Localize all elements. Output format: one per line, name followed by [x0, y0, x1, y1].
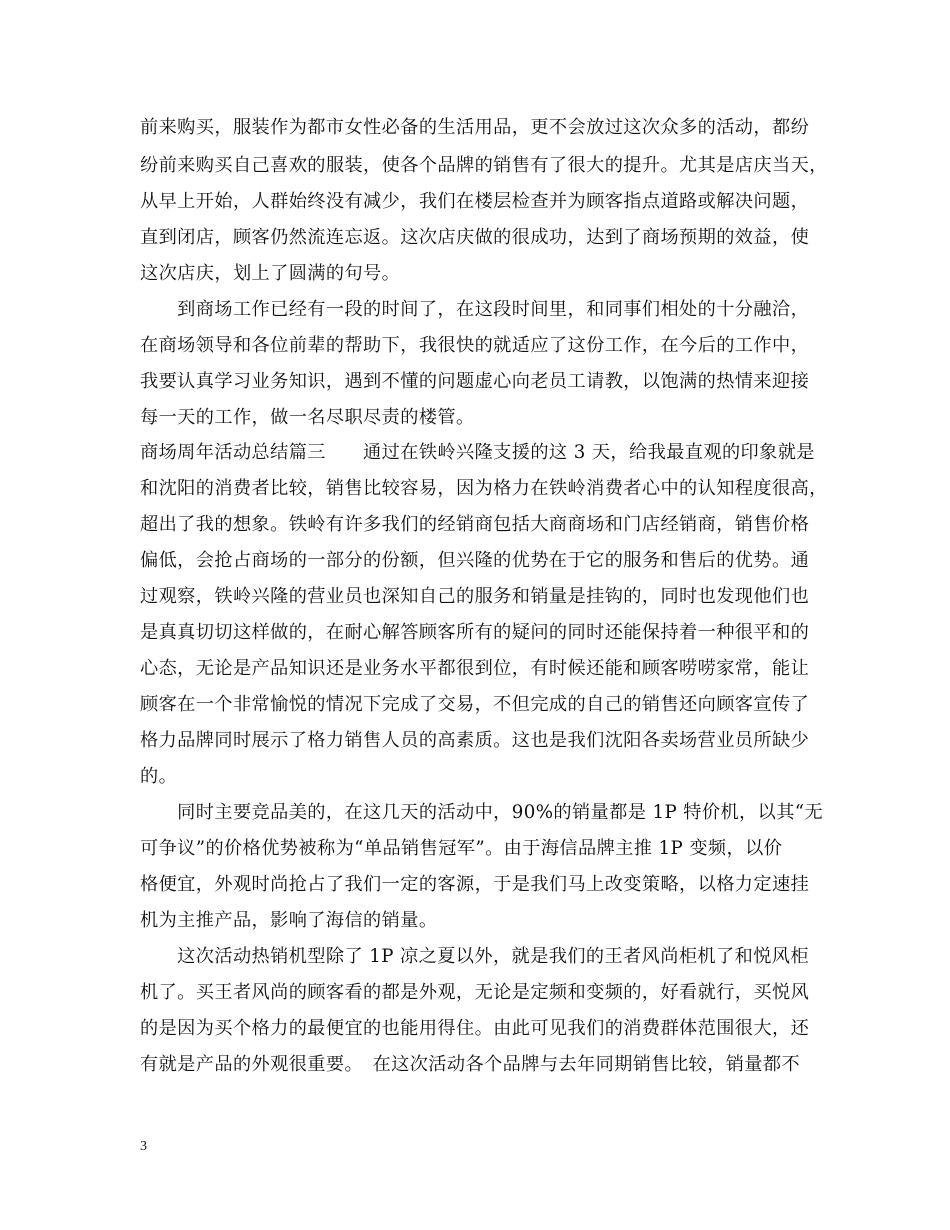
text-line: 心态，无论是产品知识还是业务水平都很到位，有时候还能和顾客唠唠家常，能让	[140, 658, 810, 679]
text-line: 格便宜，外观时尚抢占了我们一定的客源，于是我们马上改变策略，以格力定速挂	[140, 874, 810, 895]
text-line: 每一天的工作，做一名尽职尽责的楼管。	[140, 407, 475, 428]
text-line: 同时主要竞品美的，在这几天的活动中，90%的销量都是 1P 特价机，以其“无	[140, 802, 824, 823]
text-line: 格力品牌同时展示了格力销售人员的高素质。这也是我们沈阳各卖场营业员所缺少	[140, 730, 810, 751]
text-line: 这次活动热销机型除了 1P 凉之夏以外，就是我们的王者风尚柜机了和悦风柜	[140, 946, 809, 967]
text-line: 从早上开始，人群始终没有减少，我们在楼层检查并为顾客指点道路或解决问题，	[140, 191, 810, 212]
text-line: 机为主推产品，影响了海信的销量。	[140, 910, 438, 931]
text-line: 超出了我的想象。铁岭有许多我们的经销商包括大商商场和门店经销商，销售价格	[140, 514, 810, 535]
text-line: 和沈阳的消费者比较，销售比较容易，因为格力在铁岭消费者心中的认知程度很高，	[140, 478, 828, 499]
text-line: 到商场工作已经有一段的时间了，在这段时间里，和同事们相处的十分融洽，	[140, 299, 810, 320]
text-line: 直到闭店，顾客仍然流连忘返。这次店庆做的很成功，达到了商场预期的效益，使	[140, 227, 810, 248]
text-line: 这次店庆，划上了圆满的句号。	[140, 263, 401, 284]
text-line: 前来购买，服装作为都市女性必备的生活用品，更不会放过这次众多的活动，都纷	[140, 117, 810, 138]
text-line: 纷前来购买自己喜欢的服装，使各个品牌的销售有了很大的提升。尤其是店庆当天，	[140, 155, 828, 176]
text-line: 可争议”的价格优势被称为“单品销售冠军”。由于海信品牌主推 1P 变频，以价	[140, 838, 783, 859]
text-line: 机了。买王者风尚的顾客看的都是外观，无论是定频和变频的，好看就行，买悦风	[140, 982, 810, 1003]
text-line: 有就是产品的外观很重要。 在这次活动各个品牌与去年同期销售比较，销量都不	[140, 1054, 801, 1075]
page-number: 3	[140, 1139, 147, 1154]
text-line: 的是因为买个格力的最便宜的也能用得住。由此可见我们的消费群体范围很大，还	[140, 1018, 810, 1039]
text-line: 商场周年活动总结篇三 通过在铁岭兴隆支援的这 3 天，给我最直观的印象就是	[140, 442, 815, 463]
text-line: 的。	[140, 766, 178, 787]
text-line: 顾客在一个非常愉悦的情况下完成了交易，不但完成的自己的销售还向顾客宣传了	[140, 694, 810, 715]
text-line: 我要认真学习业务知识，遇到不懂的问题虚心向老员工请教，以饱满的热情来迎接	[140, 371, 810, 392]
text-line: 偏低，会抢占商场的一部分的份额，但兴隆的优势在于它的服务和售后的优势。通	[140, 550, 810, 571]
text-line: 在商场领导和各位前辈的帮助下，我很快的就适应了这份工作，在今后的工作中，	[140, 335, 810, 356]
text-line: 是真真切切这样做的，在耐心解答顾客所有的疑问的同时还能保持着一种很平和的	[140, 622, 810, 643]
text-line: 过观察，铁岭兴隆的营业员也深知自己的服务和销量是挂钩的，同时也发现他们也	[140, 586, 810, 607]
